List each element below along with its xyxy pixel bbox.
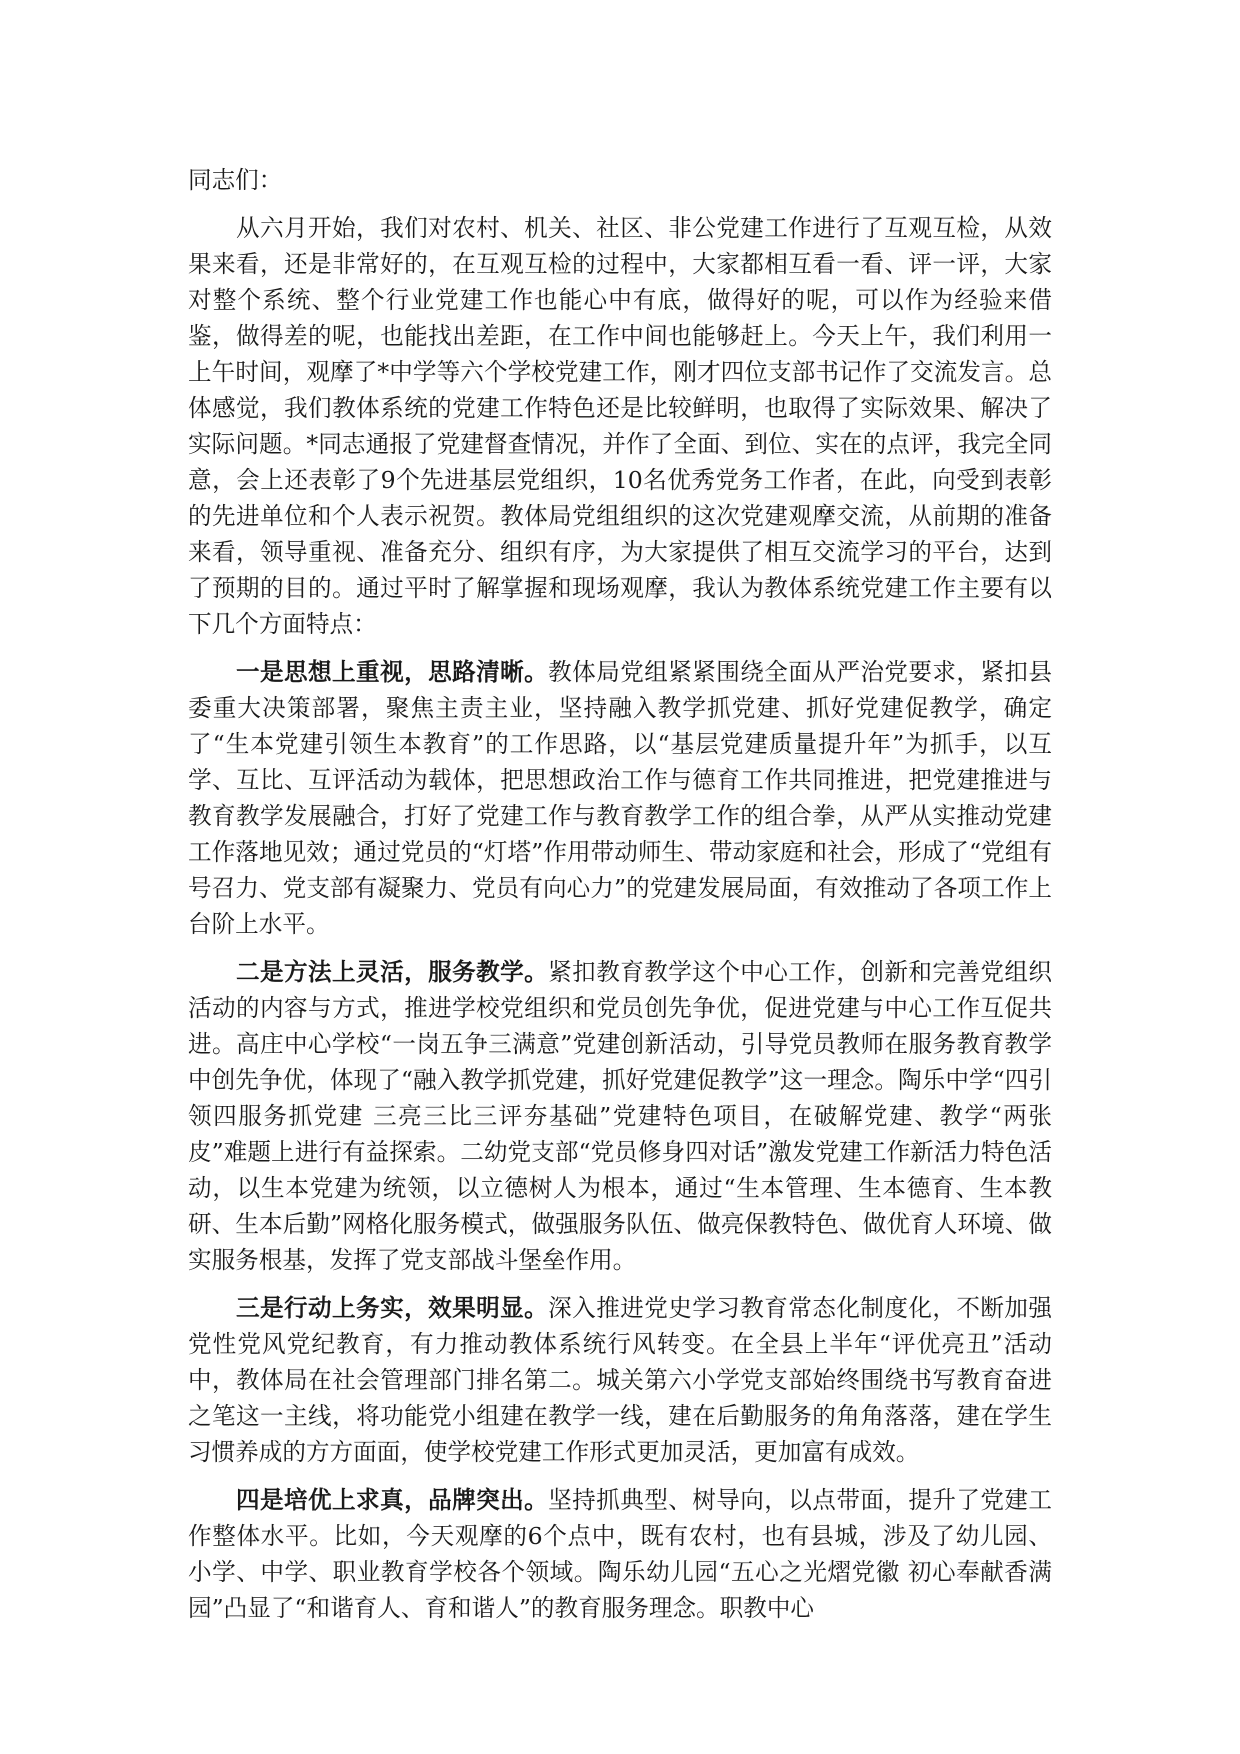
paragraph-text: 紧扣教育教学这个中心工作，创新和完善党组织活动的内容与方式，推进学校党组织和党员创先争优，促进党建与中心工作互促共进。高庄中心学校“一岗五争三满意”党建创新活动，引导党员教师在服务教育教学中创先争优，体现了“融入教学抓党建，抓好党建促教学”这一理念。陶乐中学“四引领四服务抓党建 三亮三比三评夯基础”党建特色项目，在破解党建、教学“两张皮”难题上进行有益探索。二幼党支部“党员修身四对话”激发党建工作新活力特色活动，以生本党建为统领，以立德树人为根本，通过“生本管理、生本德育、生本教研、生本后勤”网格化服务模式，做强服务队伍、做亮保教特色、做优育人环境、做实服务根基，发挥了党支部战斗堡垒作用。 xyxy=(188,958,1053,1274)
paragraph-point-4 xyxy=(188,1482,1052,1626)
paragraph-text: 从六月开始，我们对农村、机关、社区、非公党建工作进行了互观互检，从效果来看，还是非常好的，在互观互检的过程中，大家都相互看一看、评一评，大家对整个系统、整个行业党建工作也能心中有底，做得好的呢，可以作为经验来借鉴，做得差的呢，也能找出差距，在工作中间也能够赶上。今天上午，我们利用一上午时间，观摩了*中学等六个学校党建工作，刚才四位支部书记作了交流发言。总体感觉，我们教体系统的党建工作特色还是比较鲜明，也取得了实际效果、解决了实际问题。*同志通报了党建督查情况，并作了全面、到位、实在的点评，我完全同意，会上还表彰了9个先进基层党组织，10名优秀党务工作者，在此，向受到表彰的先进单位和个人表示祝贺。教体局党组组织的这次党建观摩交流，从前期的准备来看，领导重视、准备充分、组织有序，为大家提供了相互交流学习的平台，达到了预期的目的。通过平时了解掌握和现场观摩，我认为教体系统党建工作主要有以下几个方面特点： xyxy=(188,214,1052,638)
document-page xyxy=(188,162,1052,1638)
paragraph-point-2 xyxy=(188,954,1052,1278)
paragraph-point-1 xyxy=(188,654,1052,942)
salutation: 同志们： xyxy=(188,166,283,194)
paragraph-text: 坚持抓典型、树导向，以点带面，提升了党建工作整体水平。比如，今天观摩的6个点中，既有农村，也有县城，涉及了幼儿园、小学、中学、职业教育学校各个领域。陶乐幼儿园“五心之光熠党徽 初心奉献香满园”凸显了“和谐育人、育和谐人”的教育服务理念。职教中心 xyxy=(188,1486,1053,1622)
paragraph-text: 深入推进党史学习教育常态化制度化，不断加强党性党风党纪教育，有力推动教体系统行风转变。在全县上半年“评优亮丑”活动中，教体局在社会管理部门排名第二。城关第六小学党支部始终围绕书写教育奋进之笔这一主线，将功能党小组建在教学一线，建在后勤服务的角角落落，建在学生习惯养成的方方面面，使学校党建工作形式更加灵活，更加富有成效。 xyxy=(188,1294,1053,1466)
paragraph-point-3 xyxy=(188,1290,1052,1470)
paragraph-lead: 四是培优上求真，品牌突出。 xyxy=(236,1486,549,1514)
paragraph-lead: 三是行动上务实，效果明显。 xyxy=(236,1294,549,1322)
paragraph-lead: 一是思想上重视，思路清晰。 xyxy=(236,658,549,686)
paragraph-text: 教体局党组紧紧围绕全面从严治党要求，紧扣县委重大决策部署，聚焦主责主业，坚持融入教学抓党建、抓好党建促教学，确定了“生本党建引领生本教育”的工作思路，以“基层党建质量提升年”为抓手，以互学、互比、互评活动为载体，把思想政治工作与德育工作共同推进，把党建推进与教育教学发展融合，打好了党建工作与教育教学工作的组合拳，从严从实推动党建工作落地见效；通过党员的“灯塔”作用带动师生、带动家庭和社会，形成了“党组有号召力、党支部有凝聚力、党员有向心力”的党建发展局面，有效推动了各项工作上台阶上水平。 xyxy=(188,658,1053,938)
paragraph-lead: 二是方法上灵活，服务教学。 xyxy=(236,958,549,986)
paragraph-opening xyxy=(188,210,1052,642)
